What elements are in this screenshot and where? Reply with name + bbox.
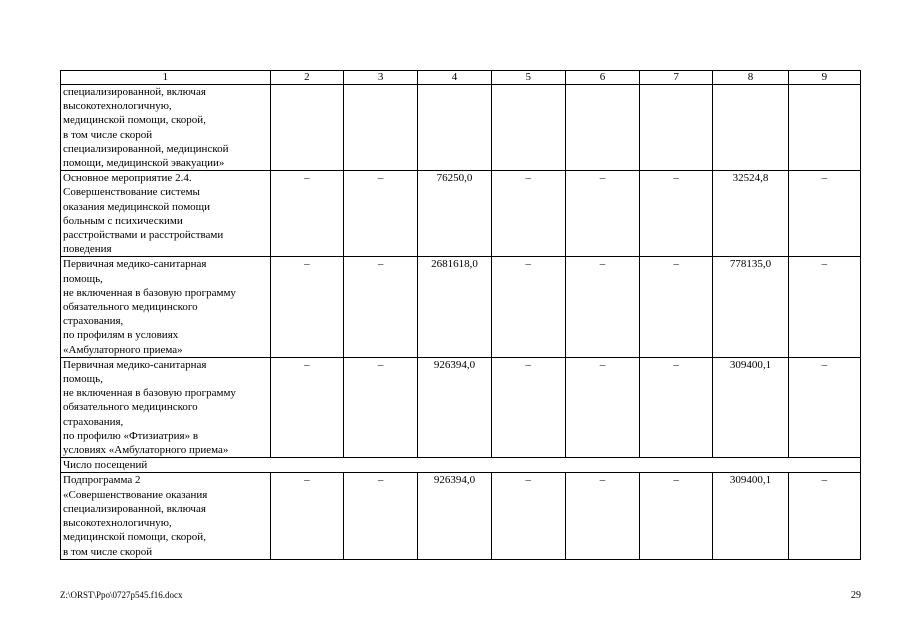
table-cell: [491, 85, 565, 171]
data-table: [60, 70, 861, 560]
column-number: 9: [788, 71, 860, 85]
table-cell: –: [565, 257, 639, 357]
table-row: [61, 257, 861, 357]
table-cell: –: [491, 171, 565, 257]
table-cell: 32524,8: [713, 171, 788, 257]
table-cell: 2681618,0: [418, 257, 491, 357]
table-cell: –: [344, 357, 418, 457]
column-number: 6: [565, 71, 639, 85]
table-row: [61, 357, 861, 457]
table-cell: –: [640, 257, 713, 357]
row-description: Первичная медико-санитарная помощь, не включенная в базовую программу обязательного медицинского страхования, по профилю «Фтизиатрия» в условиях «Амбулаторного приема»: [61, 357, 271, 457]
table-cell: 926394,0: [418, 473, 491, 559]
table-cell: [344, 85, 418, 171]
table-row: [61, 473, 861, 559]
column-number-row: [61, 71, 861, 85]
table-cell: –: [270, 171, 343, 257]
table-cell: [418, 85, 491, 171]
table-row: [61, 171, 861, 257]
table-cell: [565, 85, 639, 171]
table-cell: –: [270, 257, 343, 357]
section-row: [61, 458, 861, 473]
table-cell: [270, 85, 343, 171]
table-cell: –: [344, 257, 418, 357]
table-cell: –: [565, 473, 639, 559]
column-number: 7: [640, 71, 713, 85]
table-cell: –: [344, 171, 418, 257]
table-cell: –: [565, 171, 639, 257]
row-description: Первичная медико-санитарная помощь, не включенная в базовую программу обязательного медицинского страхования, по профилям в условиях «Амбулаторного приема»: [61, 257, 271, 357]
table-cell: –: [565, 357, 639, 457]
table-cell: –: [491, 357, 565, 457]
section-label: Число посещений: [61, 458, 861, 473]
table-cell: –: [788, 357, 860, 457]
table-cell: –: [640, 473, 713, 559]
table-cell: –: [491, 257, 565, 357]
table-cell: [713, 85, 788, 171]
column-number: 1: [61, 71, 271, 85]
page-number: 29: [851, 590, 861, 601]
row-description: специализированной, включая высокотехнологичную, медицинской помощи, скорой, в том числе скорой специализированной, медицинской помощи, медицинской эвакуации»: [61, 85, 271, 171]
table-cell: 76250,0: [418, 171, 491, 257]
table-cell: –: [788, 473, 860, 559]
footer-file-path: Z:\ORST\Ppo\0727p545.f16.docx: [60, 590, 183, 600]
table-cell: 309400,1: [713, 357, 788, 457]
column-number: 3: [344, 71, 418, 85]
table-cell: 309400,1: [713, 473, 788, 559]
row-description: Основное мероприятие 2.4. Совершенствование системы оказания медицинской помощи больным с психическими расстройствами и расстройствами поведения: [61, 171, 271, 257]
column-number: 8: [713, 71, 788, 85]
column-number: 2: [270, 71, 343, 85]
table-cell: [640, 85, 713, 171]
table-cell: –: [270, 473, 343, 559]
table-cell: –: [640, 357, 713, 457]
table-cell: 778135,0: [713, 257, 788, 357]
table-cell: [788, 85, 860, 171]
table-cell: –: [640, 171, 713, 257]
table-cell: –: [344, 473, 418, 559]
table-cell: –: [270, 357, 343, 457]
column-number: 4: [418, 71, 491, 85]
table-cell: –: [788, 171, 860, 257]
row-description: Подпрограмма 2 «Совершенствование оказания специализированной, включая высокотехнологичную, медицинской помощи, скорой, в том числе скорой: [61, 473, 271, 559]
table-cell: 926394,0: [418, 357, 491, 457]
column-number: 5: [491, 71, 565, 85]
table-cell: –: [491, 473, 565, 559]
table-cell: –: [788, 257, 860, 357]
table-row: [61, 85, 861, 171]
